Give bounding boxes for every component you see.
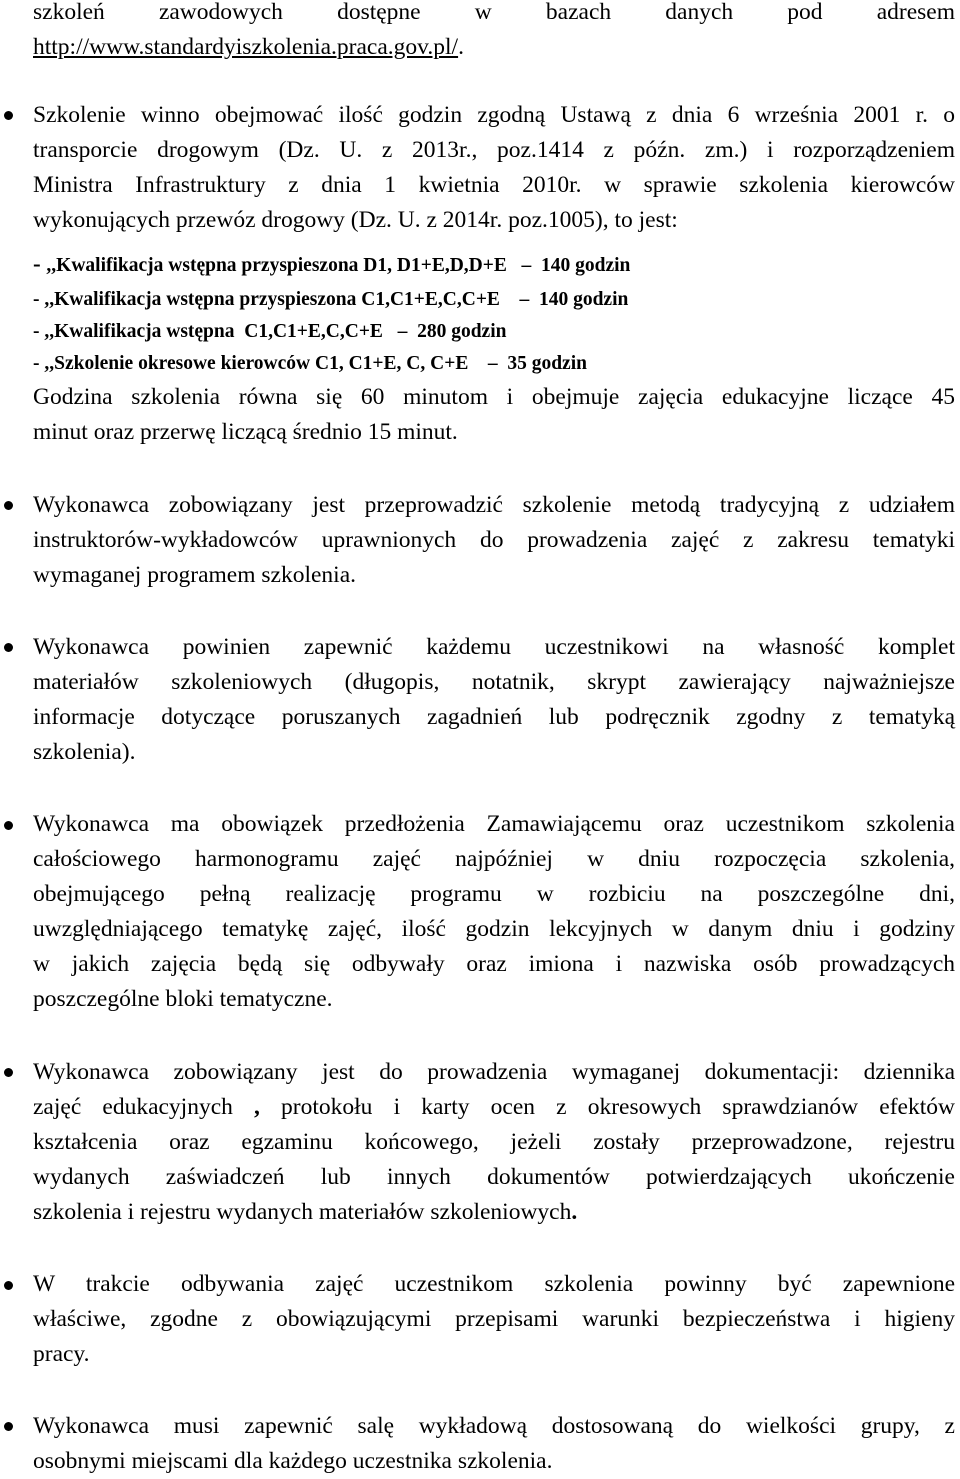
b6-line-3: pracy.: [33, 1341, 90, 1367]
b5-line-5: szkolenia i rejestru wydanych materiałów szkoleniowych.: [33, 1199, 578, 1225]
b4-line-5: w jakich zajęcia będą się odbywały oraz imiona i nazwiska osób prowadzących: [33, 951, 955, 977]
b5-line-1: Wykonawca zobowiązany jest do prowadzenia wymaganej dokumentacji: dziennika: [33, 1059, 955, 1085]
bullet-icon: [4, 1422, 13, 1431]
b4-line-3: obejmującego pełną realizację programu w rozbiciu na poszczególne dni,: [33, 881, 955, 907]
b5-line-3: kształcenia oraz egzaminu końcowego, jeżeli zostały przeprowadzone, rejestru: [33, 1129, 955, 1155]
b3-line-1: Wykonawca powinien zapewnić każdemu uczestnikowi na własność komplet: [33, 634, 955, 660]
b1-line-1: Szkolenie winno obejmować ilość godzin zgodną Ustawą z dnia 6 września 2001 r. o: [33, 102, 955, 128]
b4-line-2: całościowego harmonogramu zajęć najpóźniej w dniu rozpoczęcia szkolenia,: [33, 846, 955, 872]
b2-line-1: Wykonawca zobowiązany jest przeprowadzić szkolenie metodą tradycyjną z udziałem: [33, 492, 955, 518]
intro-period: .: [458, 34, 464, 60]
b6-line-1: W trakcie odbywania zajęć uczestnikom szkolenia powinny być zapewnione: [33, 1271, 955, 1297]
b4-line-1: Wykonawca ma obowiązek przedłożenia Zamawiającemu oraz uczestnikom szkolenia: [33, 811, 955, 837]
qualification-item-2: - ,,Kwalifikacja wstępna przyspieszona C1,C1+E,C,C+E – 140 godzin: [33, 289, 629, 310]
b3-line-4: szkolenia).: [33, 739, 136, 765]
bullet-icon: [4, 1281, 13, 1290]
b4-line-4: uwzględniającego tematykę zajęć, ilość godzin lekcyjnych w danym dniu i godziny: [33, 916, 955, 942]
bullet-icon: [4, 111, 13, 120]
b6-line-2: właściwe, zgodne z obowiązującymi przepisami warunki bezpieczeństwa i higieny: [33, 1306, 955, 1332]
bullet-icon: [4, 1068, 13, 1077]
bullet-icon: [4, 821, 13, 830]
b1-line-6: minut oraz przerwę liczącą średnio 15 minut.: [33, 419, 458, 445]
b3-line-3: informacje dotyczące poruszanych zagadnień lub podręcznik zgodny z tematyką: [33, 704, 955, 730]
bullet-icon: [4, 501, 13, 510]
b2-line-3: wymaganej programem szkolenia.: [33, 562, 357, 588]
bullet-icon: [4, 643, 13, 652]
b1-line-4: wykonujących przewóz drogowy (Dz. U. z 2014r. poz.1005), to jest:: [33, 207, 678, 233]
standards-link[interactable]: http://www.standardyiszkolenia.praca.gov.pl/: [33, 34, 459, 60]
b1-line-2: transporcie drogowym (Dz. U. z 2013r., poz.1414 z późn. zm.) i rozporządzeniem: [33, 137, 955, 163]
b7-line-1: Wykonawca musi zapewnić salę wykładową dostosowaną do wielkości grupy, z: [33, 1413, 955, 1439]
b5-line-2: zajęć edukacyjnych , protokołu i karty ocen z okresowych sprawdzianów efektów: [33, 1094, 955, 1120]
intro-line-2: [33, 29, 955, 65]
intro-line-1: szkoleń zawodowych dostępne w bazach danych pod adresem: [33, 0, 955, 25]
b1-line-3: Ministra Infrastruktury z dnia 1 kwietnia 2010r. w sprawie szkolenia kierowców: [33, 172, 955, 198]
qualification-item-3: - ,,Kwalifikacja wstępna C1,C1+E,C,C+E – 280 godzin: [33, 321, 507, 342]
b5-line-4: wydanych zaświadczeń lub innych dokumentów potwierdzających ukończenie: [33, 1164, 955, 1190]
qualification-item-1: - ,,Kwalifikacja wstępna przyspieszona D1, D1+E,D,D+E – 140 godzin: [33, 251, 631, 276]
b2-line-2: instruktorów-wykładowców uprawnionych do prowadzenia zajęć z zakresu tematyki: [33, 527, 955, 553]
b7-line-2: osobnymi miejscami dla każdego uczestnika szkolenia.: [33, 1448, 553, 1474]
b1-line-5: Godzina szkolenia równa się 60 minutom i obejmuje zajęcia edukacyjne liczące 45: [33, 384, 955, 410]
qualification-item-4: - ,,Szkolenie okresowe kierowców C1, C1+E, C, C+E – 35 godzin: [33, 353, 587, 374]
b3-line-2: materiałów szkoleniowych (długopis, notatnik, skrypt zawierający najważniejsze: [33, 669, 955, 695]
b4-line-6: poszczególne bloki tematyczne.: [33, 986, 333, 1012]
